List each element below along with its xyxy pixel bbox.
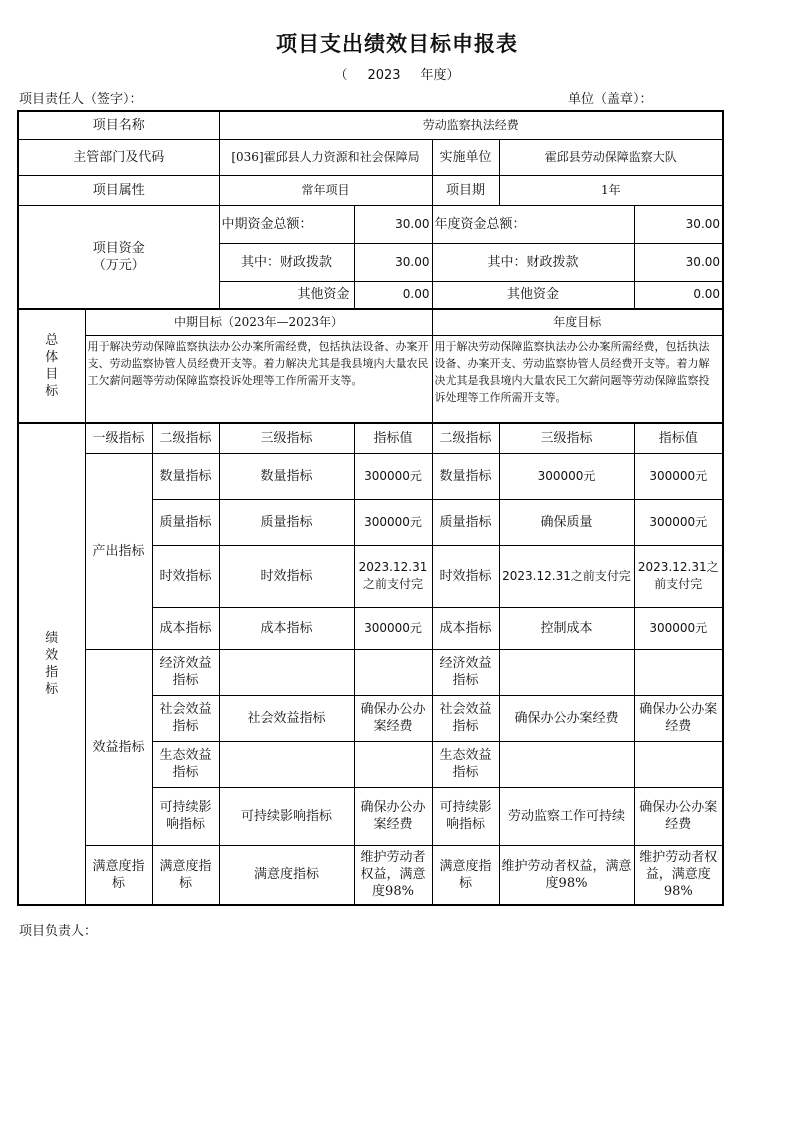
mid-fiscal-value: 30.00 <box>354 243 432 281</box>
sustain-year-l2: 可持续影响指标 <box>432 787 499 845</box>
satisfaction-year-l2: 满意度指标 <box>432 845 499 905</box>
funds-label <box>18 205 219 309</box>
period-value: 1年 <box>499 175 723 205</box>
cost-value: 300000元 <box>354 607 432 649</box>
year-fiscal-label: 其中：财政拨款 <box>432 243 634 281</box>
goal-char: 目 <box>45 367 59 382</box>
header-level2: 二级指标 <box>152 423 219 453</box>
eco-value <box>354 741 432 787</box>
year-other-value: 0.00 <box>634 281 723 309</box>
indicator-char: 绩 <box>45 631 59 646</box>
goal-char: 总 <box>45 333 59 348</box>
quantity-l2: 数量指标 <box>152 453 219 499</box>
cost-l3: 成本指标 <box>219 607 354 649</box>
satisfaction-indicator-label: 满意度指标 <box>85 845 152 905</box>
eco-l2: 生态效益指标 <box>152 741 219 787</box>
time-value: 2023.12.31之前支付完 <box>354 545 432 607</box>
quality-value: 300000元 <box>354 499 432 545</box>
time-year-value: 2023.12.31之前支付完 <box>634 545 723 607</box>
quantity-year-value: 300000元 <box>634 453 723 499</box>
header-year-level3: 三级指标 <box>499 423 634 453</box>
indicator-char: 标 <box>45 682 59 697</box>
economic-year-l2: 经济效益指标 <box>432 649 499 695</box>
year-open: （ <box>334 68 348 83</box>
year-goal-text: 用于解决劳动保障监察执法办公办案所需经费，包括执法设备、办案开支、劳动监察协管人员经费开支等。着力解决尤其是我县境内大量农民工欠薪问题等劳动保障监察投诉处理等工作所需开支等。 <box>432 335 723 423</box>
year-total-value: 30.00 <box>634 205 723 243</box>
indicator-char: 效 <box>45 648 59 663</box>
time-l3: 时效指标 <box>219 545 354 607</box>
responsible-label: 项目责任人（签字）： <box>19 92 143 107</box>
satisfaction-year-value: 维护劳动者权益，满意度98% <box>634 845 723 905</box>
goal-char: 标 <box>45 384 59 399</box>
economic-value <box>354 649 432 695</box>
sustain-year-l3: 劳动监察工作可持续 <box>499 787 634 845</box>
cost-year-l2: 成本指标 <box>432 607 499 649</box>
funds-label-line1: 项目资金 <box>92 240 145 256</box>
quantity-year-l3: 300000元 <box>499 453 634 499</box>
benefit-indicator-label: 效益指标 <box>85 649 152 845</box>
social-year-l2: 社会效益指标 <box>432 695 499 741</box>
satisfaction-l2: 满意度指标 <box>152 845 219 905</box>
quantity-year-l2: 数量指标 <box>432 453 499 499</box>
cost-l2: 成本指标 <box>152 607 219 649</box>
year-line <box>0 64 794 83</box>
cost-year-l3: 控制成本 <box>499 607 634 649</box>
period-label: 项目期 <box>432 175 499 205</box>
mid-goal-header: 中期目标（2023年—2023年） <box>85 309 432 335</box>
cost-year-value: 300000元 <box>634 607 723 649</box>
satisfaction-year-l3: 维护劳动者权益，满意度98% <box>499 845 634 905</box>
quantity-value: 300000元 <box>354 453 432 499</box>
goal-char: 体 <box>45 350 59 365</box>
output-indicator-label: 产出指标 <box>85 453 152 649</box>
year-fiscal-value: 30.00 <box>634 243 723 281</box>
social-year-l3: 确保办公办案经费 <box>499 695 634 741</box>
header-year-value: 指标值 <box>634 423 723 453</box>
eco-year-value <box>634 741 723 787</box>
overall-goal-label <box>18 309 85 423</box>
header-level3: 三级指标 <box>219 423 354 453</box>
sustain-l2: 可持续影响指标 <box>152 787 219 845</box>
eco-year-l3 <box>499 741 634 787</box>
impl-value: 霍邱县劳动保障监察大队 <box>499 139 723 175</box>
quality-l3: 质量指标 <box>219 499 354 545</box>
impl-label: 实施单位 <box>432 139 499 175</box>
header-value: 指标值 <box>354 423 432 453</box>
time-year-l2: 时效指标 <box>432 545 499 607</box>
dept-value: [036]霍邱县人力资源和社会保障局 <box>219 139 432 175</box>
mid-other-value: 0.00 <box>354 281 432 309</box>
year-other-label: 其他资金 <box>432 281 634 309</box>
time-year-l3: 2023.12.31之前支付完 <box>499 545 634 607</box>
social-year-value: 确保办公办案经费 <box>634 695 723 741</box>
project-name-label: 项目名称 <box>18 111 219 139</box>
sustain-year-value: 确保办公办案经费 <box>634 787 723 845</box>
satisfaction-l3: 满意度指标 <box>219 845 354 905</box>
project-name-value: 劳动监察执法经费 <box>219 111 723 139</box>
quality-year-l2: 质量指标 <box>432 499 499 545</box>
dept-label: 主管部门及代码 <box>18 139 219 175</box>
indicator-char: 指 <box>45 665 59 680</box>
mid-other-label: 其他资金 <box>219 281 354 309</box>
social-l2: 社会效益指标 <box>152 695 219 741</box>
sustain-value: 确保办公办案经费 <box>354 787 432 845</box>
social-l3: 社会效益指标 <box>219 695 354 741</box>
economic-year-l3 <box>499 649 634 695</box>
social-value: 确保办公办案经费 <box>354 695 432 741</box>
leader-label: 项目负责人： <box>19 924 98 939</box>
year-goal-header: 年度目标 <box>432 309 723 335</box>
sustain-l3: 可持续影响指标 <box>219 787 354 845</box>
quantity-l3: 数量指标 <box>219 453 354 499</box>
performance-table <box>17 110 724 906</box>
quality-year-value: 300000元 <box>634 499 723 545</box>
eco-year-l2: 生态效益指标 <box>432 741 499 787</box>
satisfaction-value: 维护劳动者权益，满意度98% <box>354 845 432 905</box>
page-title: 项目支出绩效目标申报表 <box>276 32 518 56</box>
economic-l3 <box>219 649 354 695</box>
year-close: 年度） <box>420 68 460 83</box>
year-total-label: 年度资金总额： <box>432 205 634 243</box>
header-level1: 一级指标 <box>85 423 152 453</box>
attr-label: 项目属性 <box>18 175 219 205</box>
performance-indicator-label <box>18 423 85 905</box>
mid-goal-text: 用于解决劳动保障监察执法办公办案所需经费，包括执法设备、办案开支、劳动监察协管人员经费开支等。着力解决尤其是我县境内大量农民工欠薪问题等劳动保障监察投诉处理等工作所需开支等。 <box>85 335 432 423</box>
mid-total-label: 中期资金总额： <box>219 205 354 243</box>
economic-l2: 经济效益指标 <box>152 649 219 695</box>
funds-label-line2: （万元） <box>92 257 145 273</box>
unit-label: 单位（盖章）： <box>568 92 653 107</box>
quality-year-l3: 确保质量 <box>499 499 634 545</box>
attr-value: 常年项目 <box>219 175 432 205</box>
time-l2: 时效指标 <box>152 545 219 607</box>
mid-fiscal-label: 其中：财政拨款 <box>219 243 354 281</box>
year-value: 2023 <box>367 68 401 83</box>
mid-total-value: 30.00 <box>354 205 432 243</box>
header-year-level2: 二级指标 <box>432 423 499 453</box>
eco-l3 <box>219 741 354 787</box>
economic-year-value <box>634 649 723 695</box>
quality-l2: 质量指标 <box>152 499 219 545</box>
